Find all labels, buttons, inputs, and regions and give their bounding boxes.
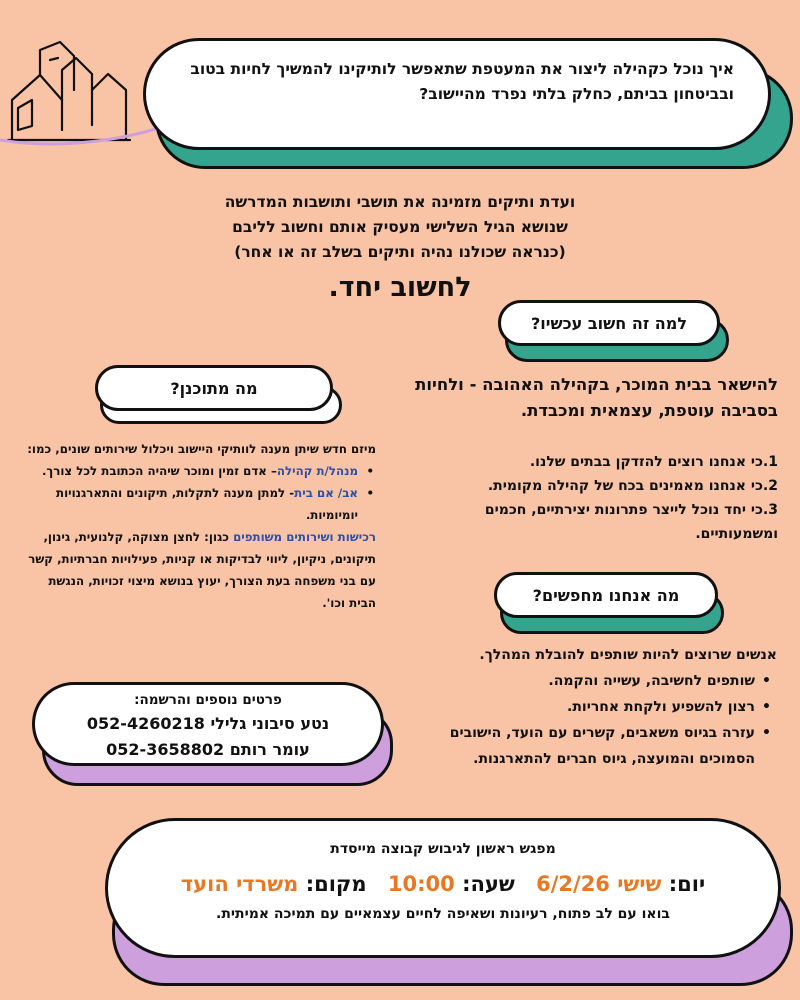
meeting-place-label: מקום: — [305, 872, 367, 896]
meeting-box — [105, 818, 781, 958]
plan-item-2 — [18, 482, 358, 526]
plan-item-1 — [18, 460, 358, 482]
plan-lead: מיזם חדש שיתן מענה לוותיקי היישוב ויכלול שירותים שונים, כמו: — [27, 442, 376, 456]
plan-list — [18, 460, 376, 526]
why-now-item-1: 1.כי אנחנו רוצים להזדקן בבתים שלנו. — [529, 454, 778, 470]
contact-person-1-name: נטע סיבוני גלילי — [210, 714, 330, 733]
meeting-details — [148, 865, 738, 903]
plan-item-1-text: – אדם זמין ומוכר שיהיה הכתובת לכל צורך. — [41, 464, 277, 478]
plan-title: מה מתוכנן? — [170, 378, 258, 398]
why-now-title: למה זה חשוב עכשיו? — [530, 313, 688, 333]
intro-line-2: שנושא הגיל השלישי מעסיק אותם וחשוב לליבם — [232, 218, 568, 236]
contact-person-1 — [57, 711, 359, 737]
header-question: איך נוכל כקהילה ליצור את המעטפת שתאפשר לותיקינו להמשיך לחיות בטוב ובביטחון בביתם, כחלק בלתי נפרד מהיישוב? — [190, 60, 734, 103]
contact-person-2 — [57, 737, 359, 763]
why-now-title-box — [498, 300, 720, 346]
plan-item-2-text: - למתן מענה לתקלות, תיקונים והתארגנויות יומיומיות. — [56, 486, 358, 522]
why-now-list — [408, 450, 778, 546]
looking-for-lead: אנשים שרוצים להיות שותפים להובלת המהלך. — [479, 647, 777, 663]
meeting-footer: בואו עם לב פתוח, רעיונות ושאיפה לחיים עצמאיים עם תמיכה אמיתית. — [216, 906, 670, 922]
meeting-time-label: שעה: — [462, 872, 515, 896]
intro-line-3: (כנראה שכולנו נהיה ותיקים בשלב זה או אחר) — [234, 243, 566, 261]
plan-shared-text: כגון: לחצן מצוקה, קלנועית, גינון, תיקונים, ניקיון, ליווי לבדיקות או קניות, פעילויות חברתיות, קשר עם בני משפחה בעת הצורך, יעוץ בנושא מיצוי זכויות, הנגשת הבית וכו'. — [28, 530, 376, 610]
plan-title-box — [95, 365, 333, 411]
looking-for-list — [405, 668, 777, 772]
why-now-lead: להישאר בבית המוכר, בקהילה האהובה - ולחיות בסביבה עוטפת, עצמאית ומכבדת. — [415, 375, 778, 420]
plan-shared — [18, 526, 376, 614]
plan-content — [18, 438, 376, 614]
plan-item-2-term: אב/ אם בית — [294, 486, 358, 500]
looking-for-item-1: • שותפים לחשיבה, עשייה והקמה. — [405, 668, 755, 694]
looking-for-title: מה אנחנו מחפשים? — [532, 585, 680, 605]
meeting-day-label: יום: — [668, 872, 706, 896]
intro-line-1: ועדת ותיקים מזמינה את תושבי ותושבות המדרשה — [224, 193, 576, 211]
meeting-day-value: שישי 6/2/26 — [536, 872, 662, 896]
why-now-item-3: 3.כי יחד נוכל לייצר פתרונות יצירתיים, חכמים ומשמעותיים. — [484, 502, 778, 542]
contact-box — [32, 682, 384, 766]
looking-for-content — [405, 642, 777, 772]
intro-headline: לחשוב יחד. — [328, 272, 472, 303]
meeting-title: מפגש ראשון לגיבוש קבוצה מייסדת — [330, 841, 556, 857]
plan-shared-term: רכישות ושירותים משותפים — [233, 530, 376, 544]
why-now-item-2: 2.כי אנחנו מאמינים בכח של קהילה מקומית. — [487, 478, 778, 494]
meeting-time-value: 10:00 — [387, 872, 455, 896]
contact-person-2-name: עומר רותם — [229, 740, 310, 759]
header-question-box — [143, 38, 771, 150]
contact-person-1-phone[interactable]: 052-4260218 — [86, 714, 205, 733]
intro-text — [150, 190, 650, 265]
contact-title: פרטים נוספים והרשמה: — [134, 692, 282, 708]
meeting-place-value: משרדי הועד — [180, 872, 299, 896]
looking-for-item-2: • רצון להשפיע ולקחת אחריות. — [405, 694, 755, 720]
looking-for-item-3: • עזרה בגיוס משאבים, קשרים עם הועד, הישובים הסמוכים והמועצה, גיוס חברים להתארגנות. — [405, 720, 755, 772]
plan-item-1-term: מנהל/ת קהילה — [276, 464, 358, 478]
contact-person-2-phone[interactable]: 052-3658802 — [106, 740, 225, 759]
looking-for-title-box — [494, 572, 718, 618]
